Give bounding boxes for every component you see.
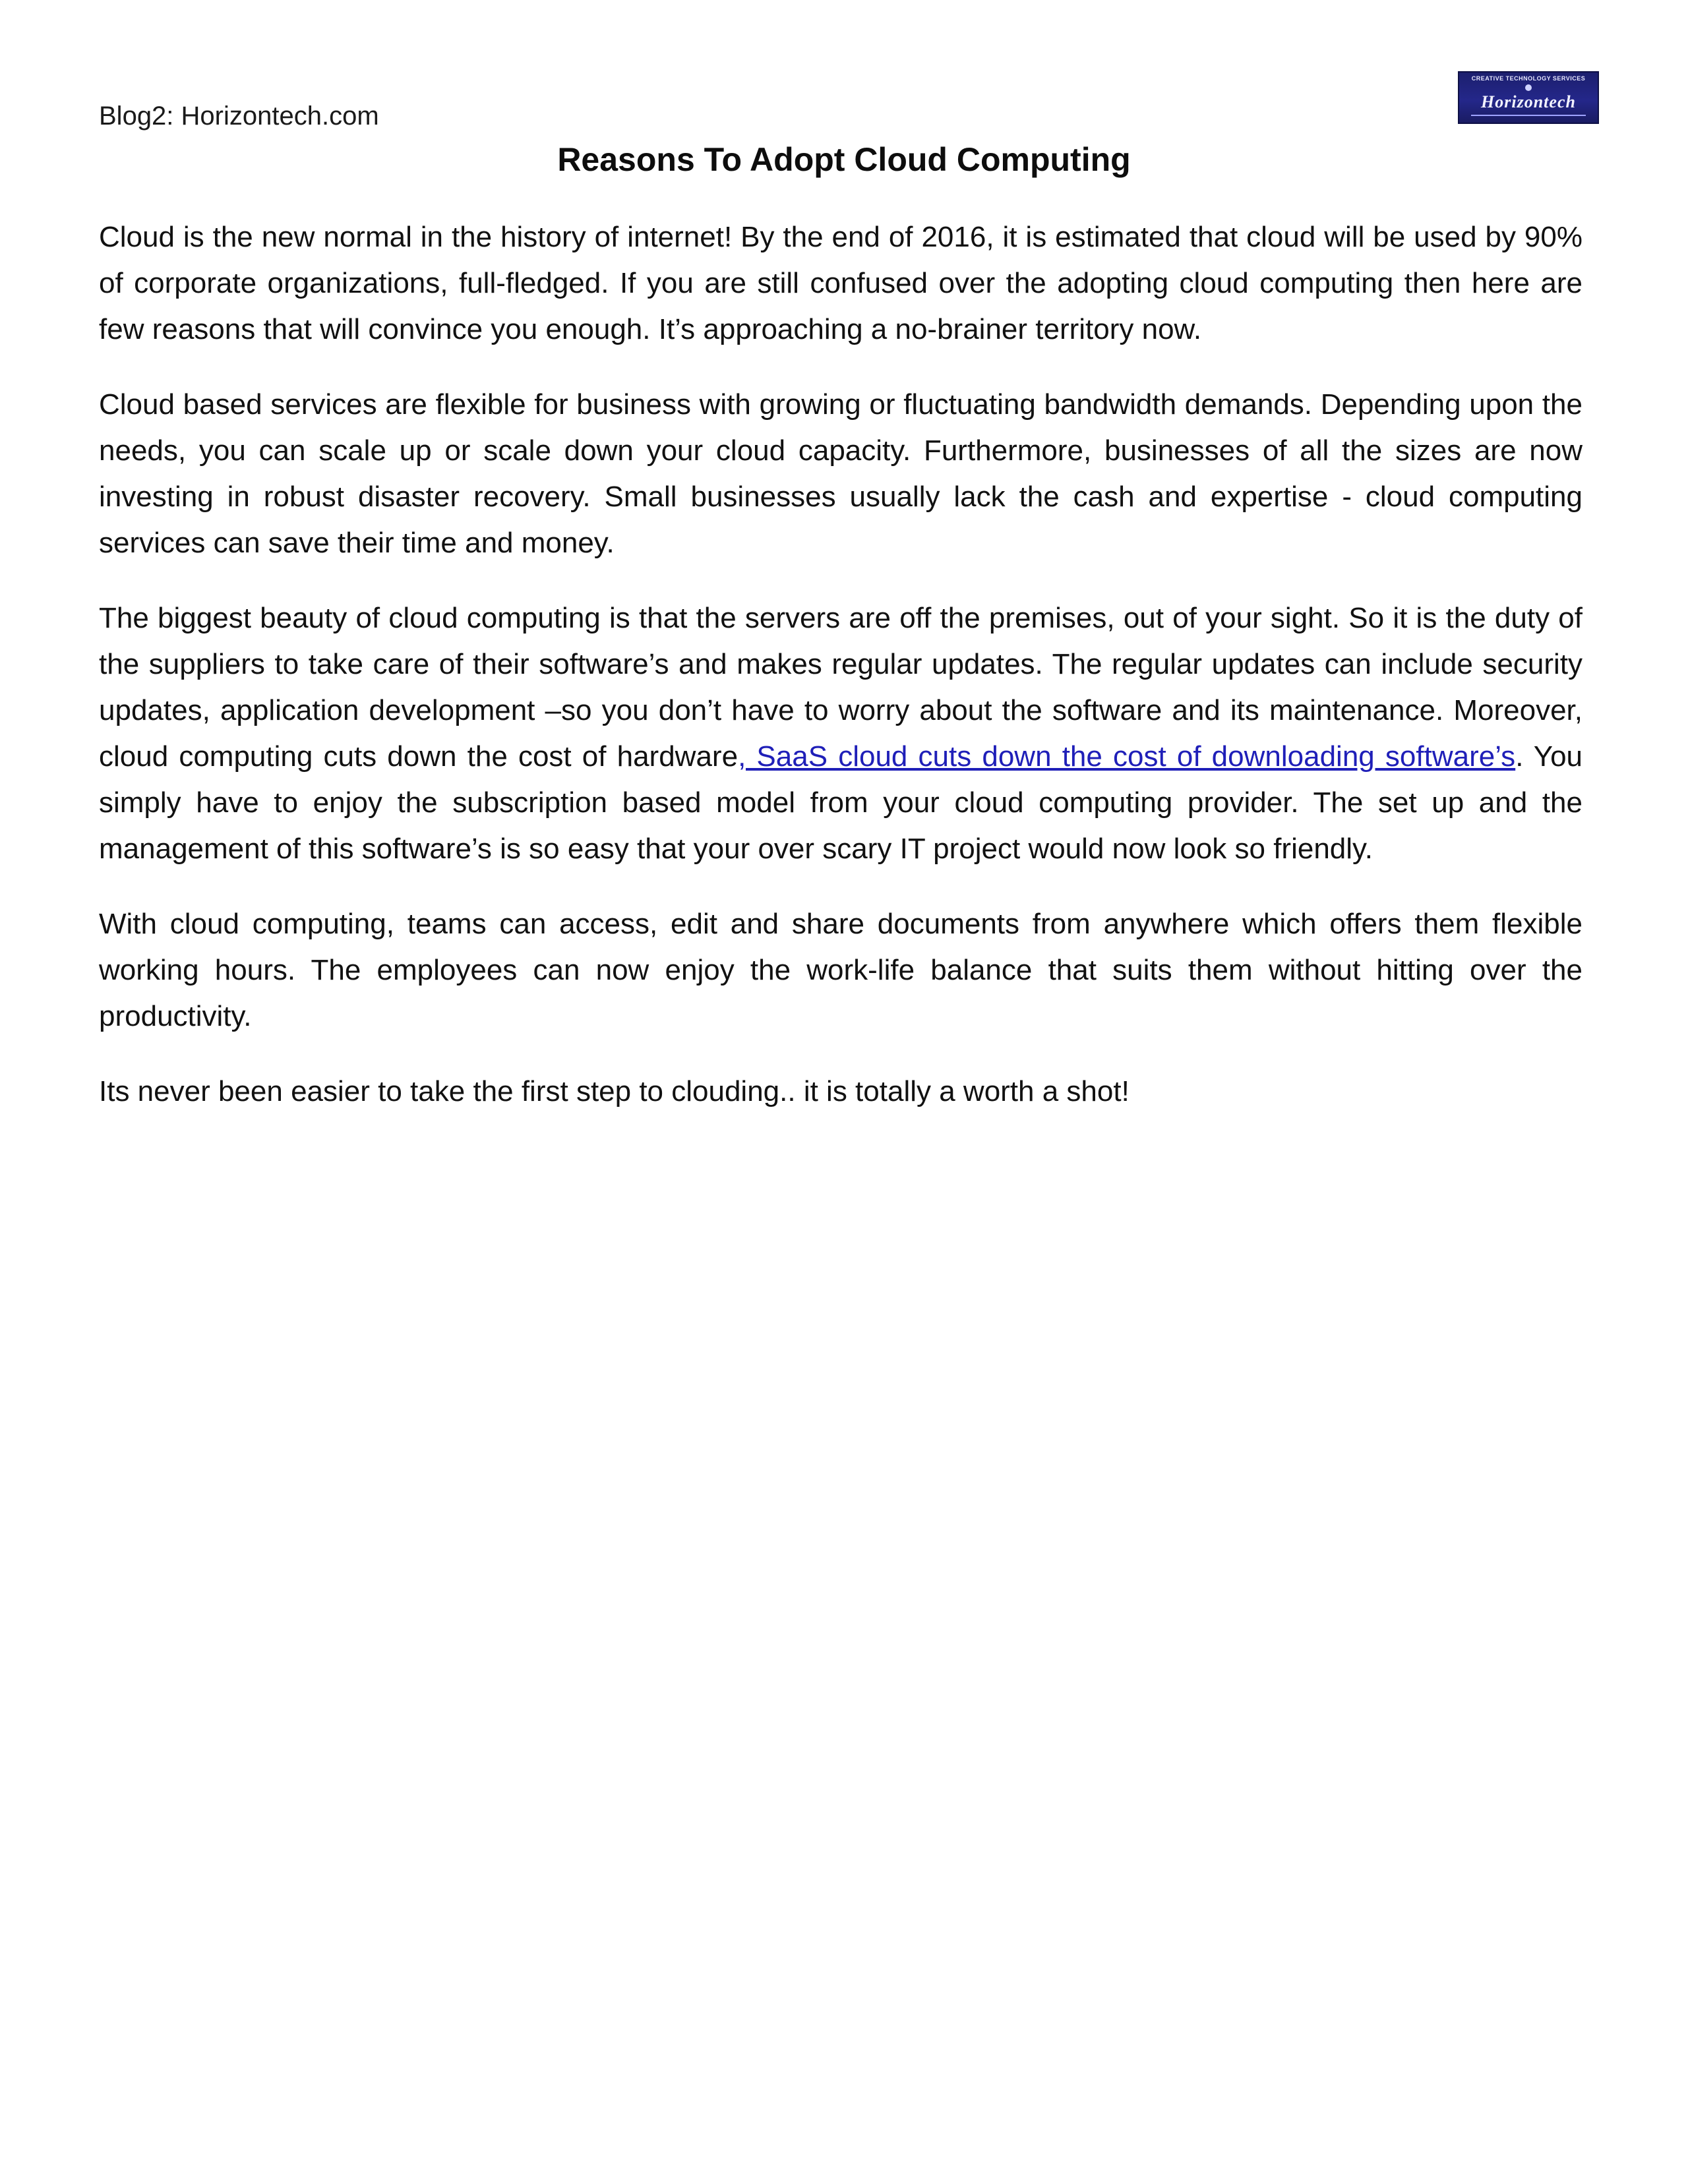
saas-link[interactable]: , SaaS cloud cuts down the cost of downloading software’s (738, 740, 1516, 773)
logo-underline (1471, 115, 1586, 116)
paragraph-collaboration: With cloud computing, teams can access, edit and share documents from anywhere which offers them flexible working hours. The employees can now enjoy the work-life balance that suits them without hitting over the productivity. (99, 908, 1582, 1032)
logo-tagline: CREATIVE TECHNOLOGY SERVICES (1471, 75, 1586, 82)
paragraph-flexibility: Cloud based services are flexible for business with growing or fluctuating bandwidth demands. Depending upon the needs, you can scale up or scale down your cloud capacity. Furthermore, businesses of all the sizes are now investing in robust disaster recovery. Small businesses usually lack the cash and expertise - cloud computing services can save their time and money. (99, 388, 1582, 559)
site-header-text: Blog2: Horizontech.com (99, 102, 379, 131)
paragraph-maintenance-text-after: . You simply have to enjoy the subscription based model from your cloud computing provider. The set up and the management of this software’s is so easy that your over scary IT project would now look so friendly. (99, 740, 1583, 865)
logo-star-icon (1525, 84, 1532, 91)
page-title: Reasons To Adopt Cloud Computing (557, 141, 1131, 178)
paragraph-closing: Its never been easier to take the first step to clouding.. it is totally a worth a shot! (99, 1075, 1130, 1107)
paragraph-maintenance-text-before: The biggest beauty of cloud computing is that the servers are off the premises, out of your sight. So it is the duty of the suppliers to take care of their software’s and makes regular updates. The regular updates can include security updates, application development –so you don’t have to worry about the software and its maintenance. Moreover, cloud computing cuts down the cost of hardware (99, 602, 1582, 773)
paragraph-maintenance (99, 595, 1582, 872)
horizontech-logo (1458, 71, 1599, 124)
paragraph-intro: Cloud is the new normal in the history of internet! By the end of 2016, it is estimated that cloud will be used by 90% of corporate organizations, full-fledged. If you are still confused over the adopting cloud computing then here are few reasons that will convince you enough. It’s approaching a no-brainer territory now. (99, 221, 1582, 345)
logo-name: Horizontech (1481, 92, 1576, 111)
article-body (99, 214, 1582, 1144)
